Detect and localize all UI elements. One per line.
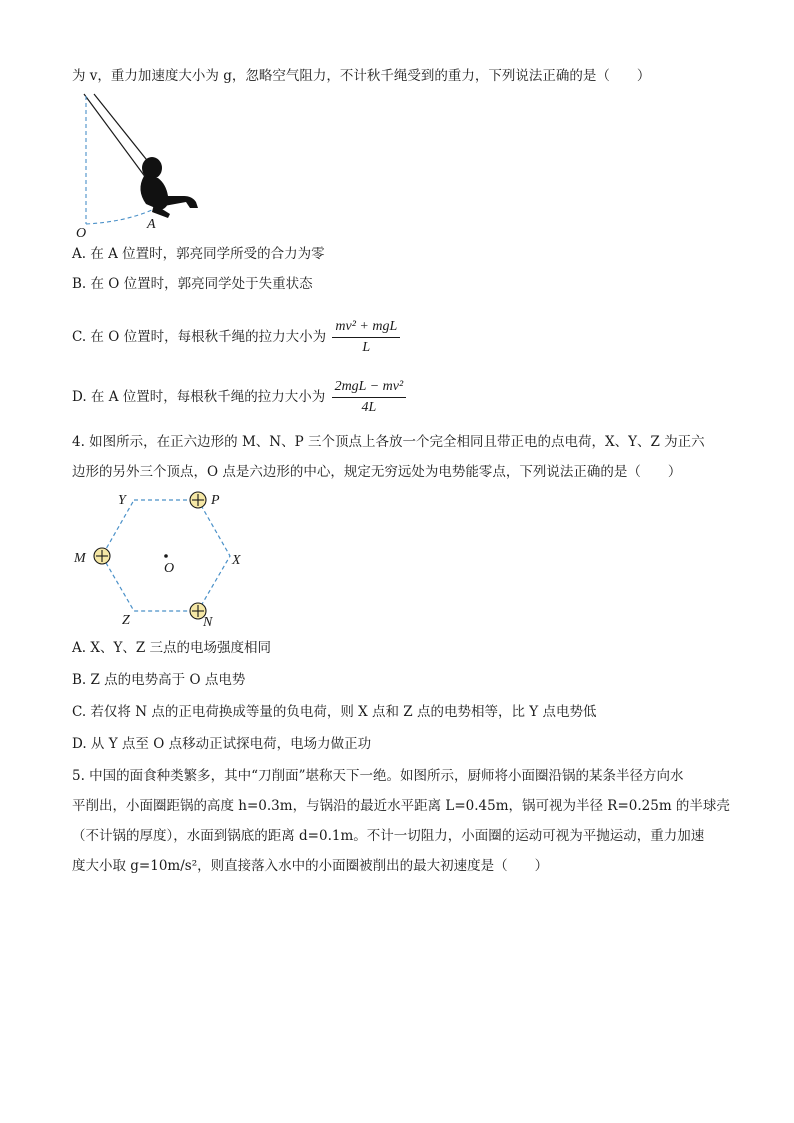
q5-line3: （不计锅的厚度），水面到锅底的距离 d=0.1m。不计一切阻力，小面圈的运动可视为平抛运动，重力加速 — [72, 828, 705, 844]
label-X: X — [232, 553, 241, 568]
q4-option-b[interactable]: B. Z 点的电势高于 O 点电势 — [72, 672, 246, 688]
center-point-O — [164, 554, 168, 558]
q3-option-c[interactable] — [72, 318, 400, 357]
q3-option-c-numerator: mv² + mgL — [332, 318, 400, 338]
q5-line2: 平削出，小面圈距锅的高度 h=0.3m，与锅沿的最近水平距离 L=0.45m，锅可视为半径 R=0.25m 的半球壳 — [72, 798, 730, 814]
label-P: P — [211, 493, 220, 508]
hexagon-figure — [72, 488, 262, 630]
q3-option-c-text: C. 在 O 位置时，每根秋千绳的拉力大小为 — [72, 329, 327, 345]
label-M: M — [74, 551, 86, 566]
q4-option-a[interactable]: A. X、Y、Z 三点的电场强度相同 — [72, 640, 272, 656]
q3-option-b[interactable]: B. 在 O 位置时，郭亮同学处于失重状态 — [72, 276, 313, 292]
q4-option-d[interactable]: D. 从 Y 点至 O 点移动正试探电荷，电场力做正功 — [72, 736, 372, 752]
label-O-center: O — [164, 561, 175, 576]
q3-stem-tail: 为 v，重力加速度大小为 g，忽略空气阻力，不计秋千绳受到的重力，下列说法正确的是（ ） — [72, 68, 651, 84]
q3-option-d-numerator: 2mgL − mv² — [332, 378, 407, 398]
q4-stem-line1: 4. 如图所示，在正六边形的 M、N、P 三个顶点上各放一个完全相同且带正电的点电荷，X、Y、Z 为正六 — [72, 434, 705, 450]
label-O: O — [76, 226, 87, 241]
q5-line1: 5. 中国的面食种类繁多，其中“刀削面”堪称天下一绝。如图所示，厨师将小面圈沿锅的某条半径方向水 — [72, 768, 684, 784]
label-N: N — [203, 615, 213, 630]
label-Z: Z — [122, 613, 130, 628]
q3-option-d-denominator: 4L — [361, 400, 377, 415]
q4-stem-line2: 边形的另外三个顶点，O 点是六边形的中心，规定无穷远处为电势能零点，下列说法正确的是（ ） — [72, 464, 682, 480]
q3-option-c-denominator: L — [362, 340, 371, 355]
label-A: A — [147, 217, 156, 232]
q3-option-d-fraction — [332, 378, 407, 417]
charge-M — [94, 548, 110, 564]
label-Y: Y — [118, 493, 126, 508]
q3-option-a[interactable]: A. 在 A 位置时，郭亮同学所受的合力为零 — [72, 246, 325, 262]
q3-option-c-fraction — [332, 318, 400, 357]
charge-P — [190, 492, 206, 508]
q5-line4: 度大小取 g=10m/s²，则直接落入水中的小面圈被削出的最大初速度是（ ） — [72, 858, 549, 874]
q3-option-d[interactable] — [72, 378, 406, 417]
swing-figure — [74, 92, 214, 240]
q4-option-c[interactable]: C. 若仅将 N 点的正电荷换成等量的负电荷，则 X 点和 Z 点的电势相等，比 Y 点电势低 — [72, 704, 597, 720]
child-silhouette — [140, 157, 198, 218]
q3-option-d-text: D. 在 A 位置时，每根秋千绳的拉力大小为 — [72, 389, 326, 405]
